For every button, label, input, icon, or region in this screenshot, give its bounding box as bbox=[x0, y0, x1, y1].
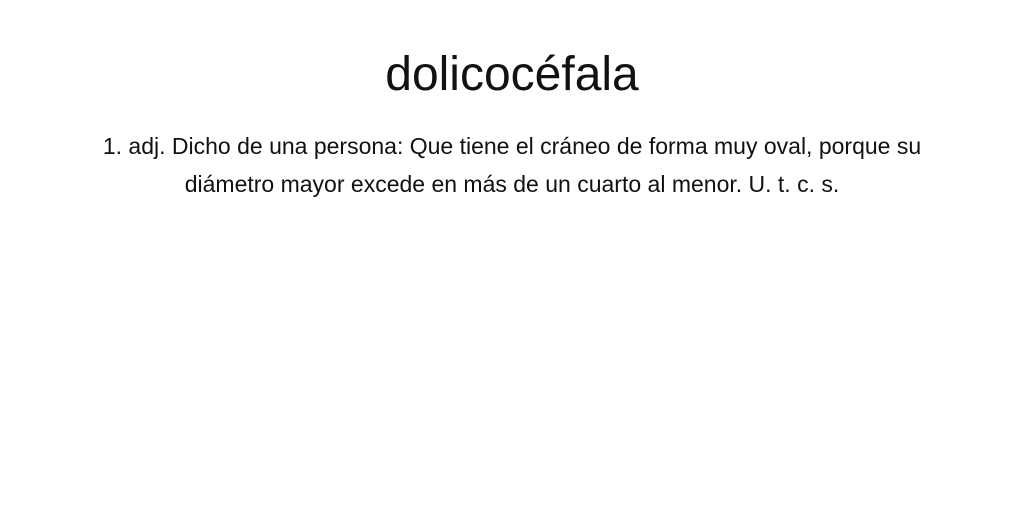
definition-text: 1. adj. Dicho de una persona: Que tiene el cráneo de forma muy oval, porque su diámetro mayor excede en más de un cuarto al menor. U. t. c. s. bbox=[102, 133, 922, 197]
headword-title: dolicocéfala bbox=[385, 48, 639, 101]
